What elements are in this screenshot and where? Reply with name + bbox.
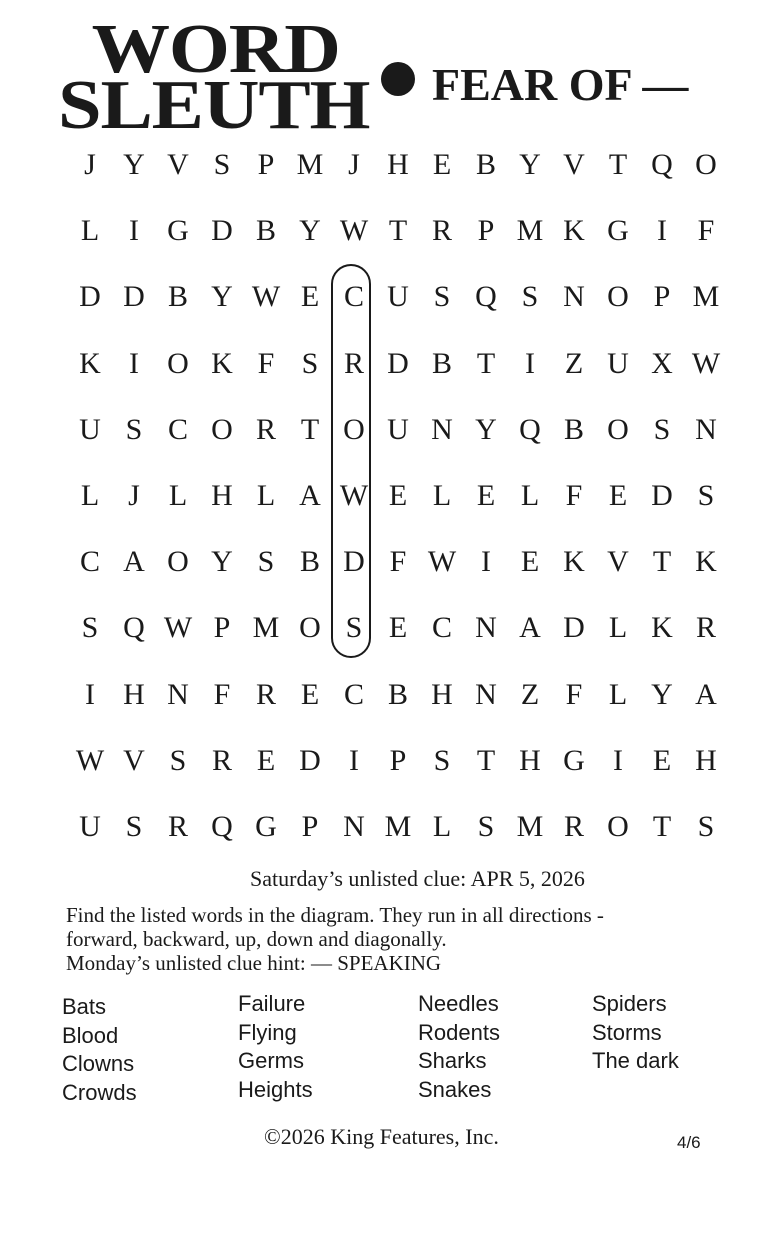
grid-letter: W	[427, 545, 457, 579]
grid-letter: P	[257, 148, 275, 181]
grid-letter: S	[125, 810, 143, 843]
grid-letter: H	[431, 677, 453, 711]
grid-letter: L	[608, 677, 628, 711]
grid-letter: M	[384, 810, 412, 843]
grid-letter: F	[565, 479, 583, 512]
page-number: 4/6	[677, 1133, 701, 1152]
copyright: ©2026 King Features, Inc.	[264, 1124, 499, 1149]
grid-letter: E	[432, 148, 452, 181]
grid-letter: T	[652, 545, 672, 579]
letter-grid	[68, 132, 728, 860]
grid-letter: G	[607, 214, 629, 248]
grid-letter: K	[211, 346, 233, 380]
grid-letter: A	[695, 677, 717, 711]
grid-letter: C	[167, 412, 188, 446]
grid-letter: Y	[211, 545, 233, 579]
grid-letter: D	[387, 346, 409, 380]
grid-letter: M	[516, 810, 544, 843]
grid-letter: D	[299, 743, 321, 777]
grid-letter: O	[343, 412, 365, 446]
grid-letter: C	[431, 611, 452, 645]
grid-letter: X	[651, 346, 673, 380]
grid-letter: Z	[564, 346, 584, 380]
grid-letter: F	[697, 214, 715, 248]
grid-letter: N	[695, 412, 717, 446]
grid-letter: F	[213, 677, 231, 711]
grid-letter: E	[388, 479, 408, 512]
grid-letter: K	[563, 545, 585, 579]
grid-letter: T	[388, 214, 408, 248]
grid-letter: H	[387, 148, 409, 181]
grid-letter: Y	[299, 214, 321, 248]
grid-letter: W	[163, 611, 193, 645]
grid-letter: U	[607, 346, 629, 380]
grid-letter: S	[433, 743, 451, 777]
grid-letter: Q	[211, 810, 233, 843]
grid-letter: K	[651, 611, 673, 645]
grid-letter: B	[299, 545, 320, 579]
grid-letter: S	[301, 346, 319, 380]
grid-letter: M	[692, 280, 720, 314]
grid-letter: N	[563, 280, 585, 314]
grid-letter: I	[481, 545, 491, 579]
grid-letter: P	[389, 743, 407, 777]
grid-letter: Y	[651, 677, 673, 711]
grid-letter: M	[516, 214, 544, 248]
grid-letter: V	[607, 545, 629, 579]
grid-letter: I	[129, 346, 139, 380]
grid-letter: S	[257, 545, 275, 579]
grid-letter: R	[167, 810, 188, 843]
grid-letter: S	[125, 412, 143, 446]
grid-letter: D	[563, 611, 585, 645]
grid-letter: L	[168, 479, 188, 512]
grid-letter: Y	[475, 412, 497, 446]
grid-letter: W	[339, 214, 369, 248]
grid-letter: N	[431, 412, 453, 446]
instructions-line: Find the listed words in the diagram. They run in all directions -	[66, 903, 604, 927]
word-list-item: Needles	[418, 991, 499, 1016]
grid-letter: T	[476, 743, 496, 777]
grid-letter: T	[608, 148, 628, 181]
grid-letter: E	[300, 280, 320, 314]
grid-letter: H	[695, 743, 717, 777]
grid-letter: C	[79, 545, 100, 579]
grid-letter: Q	[651, 148, 673, 181]
grid-letter: B	[563, 412, 584, 446]
grid-letter: G	[563, 743, 585, 777]
grid-letter: U	[79, 810, 101, 843]
grid-letter: O	[167, 346, 189, 380]
grid-letter: S	[81, 611, 99, 645]
puzzle-theme: FEAR OF —	[432, 59, 689, 110]
unlisted-clue: Saturday’s unlisted clue: APR 5, 2026	[250, 866, 585, 891]
grid-letter: R	[695, 611, 716, 645]
word-list-column	[238, 990, 313, 1104]
word-list-item: Sharks	[418, 1048, 487, 1073]
grid-letter: I	[129, 214, 139, 248]
word-list-column	[592, 990, 679, 1076]
word-list-item: Spiders	[592, 991, 667, 1016]
grid-letter: I	[85, 677, 95, 711]
grid-letter: B	[167, 280, 188, 314]
word-list-item: Heights	[238, 1076, 313, 1102]
grid-letter: L	[256, 479, 276, 512]
grid-letter: H	[211, 479, 233, 512]
grid-letter: D	[651, 479, 673, 512]
grid-letter: S	[477, 810, 495, 843]
grid-letter: O	[607, 280, 629, 314]
grid-letter: W	[251, 280, 281, 314]
grid-letter: E	[608, 479, 628, 512]
grid-letter: U	[387, 412, 409, 446]
grid-letter: I	[613, 743, 623, 777]
grid-letter: E	[300, 677, 320, 711]
grid-letter: F	[257, 346, 275, 380]
grid-letter: P	[301, 810, 319, 843]
word-list-item: Bats	[62, 994, 107, 1019]
grid-letter: H	[123, 677, 145, 711]
grid-letter: I	[525, 346, 535, 380]
grid-letter: Q	[475, 280, 497, 314]
grid-letter: W	[75, 743, 105, 777]
grid-letter: Q	[519, 412, 541, 446]
grid-letter: T	[652, 810, 672, 843]
grid-letter: R	[563, 810, 584, 843]
grid-letter: H	[519, 743, 541, 777]
grid-letter: O	[607, 412, 629, 446]
grid-letter: B	[255, 214, 276, 248]
grid-letter: M	[252, 611, 280, 645]
grid-letter: S	[345, 611, 363, 645]
grid-letter: E	[652, 743, 672, 777]
grid-letter: J	[84, 148, 96, 181]
grid-letter: S	[169, 743, 187, 777]
bullet-icon	[381, 62, 415, 96]
puzzle-title	[58, 11, 370, 144]
grid-letter: R	[255, 677, 276, 711]
grid-letter: K	[79, 346, 101, 380]
grid-letter: C	[343, 677, 364, 711]
grid-letter: R	[255, 412, 276, 446]
grid-letter: V	[167, 148, 189, 181]
grid-letter: W	[339, 479, 369, 512]
grid-letter: Y	[211, 280, 233, 314]
grid-letter: Y	[123, 148, 145, 181]
grid-letter: R	[211, 743, 232, 777]
grid-letter: M	[296, 148, 324, 181]
grid-letter: P	[653, 280, 671, 314]
title-line-2: SLEUTH	[58, 67, 370, 144]
grid-letter: I	[657, 214, 667, 248]
grid-letter: L	[432, 479, 452, 512]
grid-letter: F	[389, 545, 407, 579]
grid-letter: O	[607, 810, 629, 843]
word-list-item: Flying	[238, 1019, 297, 1045]
grid-letter: N	[343, 810, 365, 843]
grid-letter: A	[299, 479, 321, 512]
grid-letter: V	[123, 743, 145, 777]
grid-letter: G	[167, 214, 189, 248]
grid-letter: C	[343, 280, 364, 314]
grid-letter: F	[565, 677, 583, 711]
word-list-column	[418, 990, 500, 1104]
grid-letter: T	[300, 412, 320, 446]
word-list-column	[62, 993, 137, 1107]
grid-letter: Z	[520, 677, 540, 711]
grid-letter: L	[520, 479, 540, 512]
grid-letter: B	[387, 677, 408, 711]
grid-letter: L	[608, 611, 628, 645]
grid-letter: N	[475, 611, 497, 645]
grid-letter: A	[123, 545, 145, 579]
word-list-item: Blood	[62, 1022, 119, 1048]
clue-hint: Monday’s unlisted clue hint: — SPEAKING	[66, 951, 442, 975]
grid-letter: E	[520, 545, 540, 579]
word-list-item: The dark	[592, 1048, 679, 1073]
word-list-item: Germs	[238, 1048, 304, 1073]
grid-letter: O	[695, 148, 717, 181]
grid-letter: R	[431, 214, 452, 248]
grid-letter: O	[211, 412, 233, 446]
grid-letter: D	[343, 545, 365, 579]
grid-letter: T	[476, 346, 496, 380]
grid-letter: R	[343, 346, 364, 380]
grid-letter: D	[211, 214, 233, 248]
grid-letter: S	[521, 280, 539, 314]
grid-letter: P	[477, 214, 495, 248]
grid-letter: V	[563, 148, 585, 181]
grid-letter: E	[256, 743, 276, 777]
word-list-item: Crowds	[62, 1079, 137, 1105]
grid-letter: L	[432, 810, 452, 843]
word-list-item: Snakes	[418, 1076, 492, 1102]
grid-letter: Q	[123, 611, 145, 645]
grid-letter: I	[349, 743, 359, 777]
grid-letter: A	[519, 611, 541, 645]
grid-letter: S	[653, 412, 671, 446]
grid-letter: J	[348, 148, 360, 181]
found-word-circle	[331, 264, 371, 658]
grid-letter: U	[387, 280, 409, 314]
grid-letter: S	[697, 810, 715, 843]
word-list-item: Storms	[592, 1019, 662, 1045]
grid-letter: J	[128, 479, 140, 512]
grid-letter: O	[167, 545, 189, 579]
grid-letter: D	[123, 280, 145, 314]
word-list-item: Rodents	[418, 1019, 500, 1045]
grid-letter: E	[476, 479, 496, 512]
grid-letter: K	[695, 545, 717, 579]
title-line-1: WORD	[91, 11, 340, 88]
grid-letter: S	[433, 280, 451, 314]
grid-letter: U	[79, 412, 101, 446]
grid-letter: L	[80, 479, 100, 512]
grid-letter: G	[255, 810, 277, 843]
instructions	[66, 903, 726, 975]
grid-letter: N	[167, 677, 189, 711]
instructions-line: forward, backward, up, down and diagonally.	[66, 927, 447, 951]
grid-letter: S	[697, 479, 715, 512]
grid-letter: O	[299, 611, 321, 645]
grid-letter: S	[213, 148, 231, 181]
grid-letter: Y	[519, 148, 541, 181]
grid-letter: K	[563, 214, 585, 248]
grid-letter: W	[691, 346, 721, 380]
grid-letter: D	[79, 280, 101, 314]
word-list-item: Failure	[238, 991, 306, 1016]
grid-letter: B	[475, 148, 496, 181]
grid-letter: B	[431, 346, 452, 380]
grid-letter: L	[80, 214, 100, 248]
grid-letter: P	[213, 611, 231, 645]
word-list-item: Clowns	[62, 1051, 135, 1076]
grid-letter: E	[388, 611, 408, 645]
grid-letter: N	[475, 677, 497, 711]
